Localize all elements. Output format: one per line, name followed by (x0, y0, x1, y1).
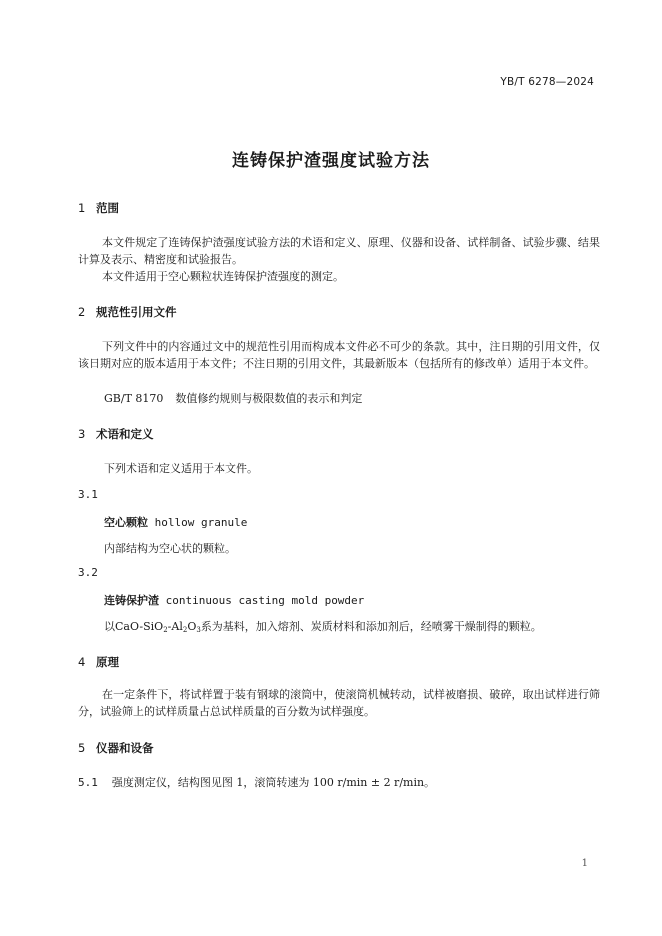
section-2-paragraph-1: 下列文件中的内容通过文中的规范性引用而构成本文件必不可少的条款。其中，注日期的引用文件，仅该日期对应的版本适用于本文件；不注日期的引用文件，其最新版本（包括所有的修改单）适用于本文件。 (78, 340, 600, 370)
section-4-paragraph-1: 在一定条件下，将试样置于装有钢球的滚筒中，使滚筒机械转动，试样被磨损、破碎，取出试样进行筛分，试验筛上的试样质量占总试样质量的百分数为试样强度。 (78, 688, 600, 718)
term-chinese: 空心颗粒 (104, 516, 148, 529)
section-1-heading (78, 200, 119, 216)
definition-text-3: O (187, 620, 197, 633)
section-title: 范围 (96, 201, 119, 215)
definition-text-4: 系为基料，加入熔剂、炭质材料和添加剂后，经喷雾干燥制得的颗粒。 (200, 620, 542, 633)
definition-text-1: 以CaO-SiO (104, 620, 164, 633)
section-number: 1 (78, 201, 86, 215)
term-chinese: 连铸保护渣 (104, 594, 159, 607)
section-number: 5 (78, 741, 86, 755)
reference-code: GB/T 8170 (104, 392, 164, 405)
section-4-heading (78, 654, 119, 670)
term-english: hollow granule (154, 516, 248, 529)
definition-text-2: -Al (167, 620, 183, 633)
term-english: continuous casting mold powder (165, 594, 365, 607)
section-title: 原理 (96, 655, 119, 669)
clause-text: 强度测定仪，结构图见图 1，滚筒转速为 100 r/min ± 2 r/min。 (111, 776, 436, 789)
term-3-2-number: 3.2 (78, 566, 98, 579)
section-5-heading (78, 740, 154, 756)
section-number: 4 (78, 655, 86, 669)
term-3-1-number: 3.1 (78, 488, 98, 501)
subscript-2: 2 (163, 626, 168, 634)
normative-reference (104, 390, 362, 406)
clause-5-1 (78, 774, 435, 790)
section-2-heading (78, 304, 177, 320)
standard-number: YB/T 6278—2024 (500, 76, 594, 88)
section-3-heading (78, 426, 154, 442)
clause-number: 5.1 (78, 776, 98, 789)
term-3-1-heading (104, 514, 247, 530)
section-number: 3 (78, 427, 86, 441)
page-number: 1 (581, 858, 588, 869)
subscript-2: 2 (182, 626, 188, 634)
term-3-1-definition: 内部结构为空心状的颗粒。 (104, 542, 236, 555)
reference-title: 数值修约规则与极限数值的表示和判定 (175, 392, 363, 405)
section-title: 术语和定义 (96, 427, 154, 441)
term-3-2-definition (104, 618, 542, 634)
section-1-paragraph-1: 本文件规定了连铸保护渣强度试验方法的术语和定义、原理、仪器和设备、试样制备、试验步骤、结果计算及表示、精密度和试验报告。 (78, 236, 600, 266)
term-3-2-heading (104, 592, 364, 608)
section-number: 2 (78, 305, 86, 319)
document-title: 连铸保护渣强度试验方法 (232, 151, 430, 171)
section-3-intro: 下列术语和定义适用于本文件。 (104, 462, 258, 475)
section-title: 规范性引用文件 (96, 305, 177, 319)
section-1-paragraph-2: 本文件适用于空心颗粒状连铸保护渣强度的测定。 (102, 270, 344, 283)
subscript-3: 3 (196, 626, 201, 634)
section-title: 仪器和设备 (96, 741, 154, 755)
